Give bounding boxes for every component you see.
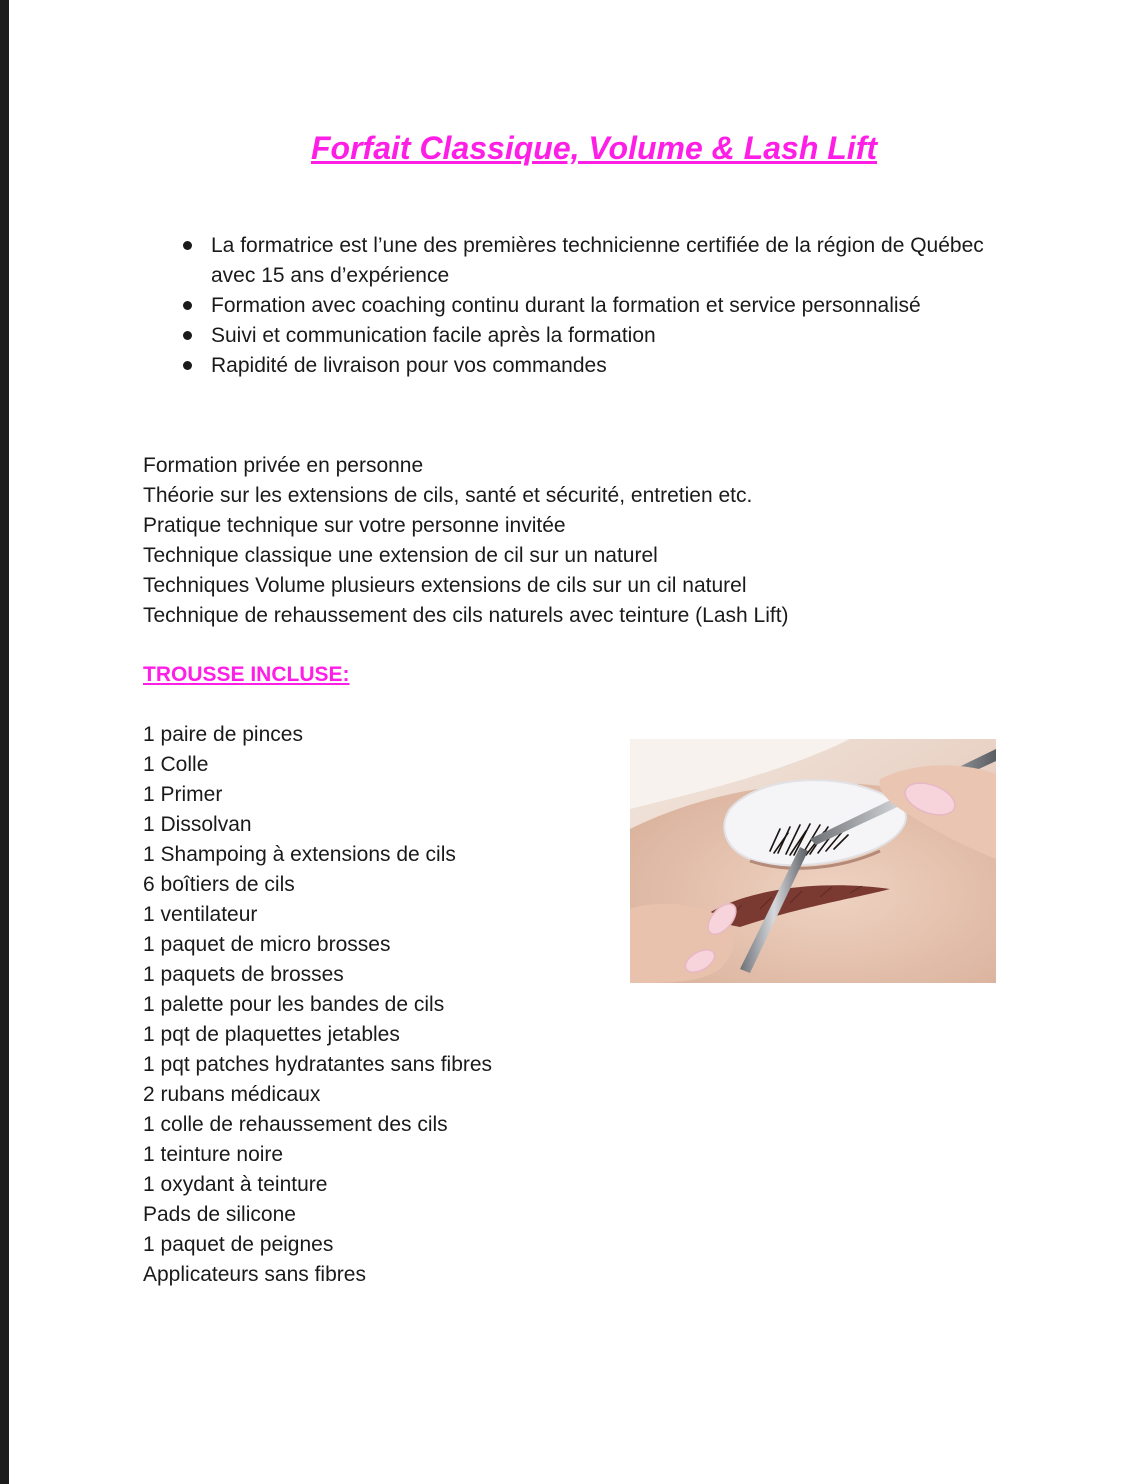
- kit-item: 1 pqt de plaquettes jetables: [143, 1023, 400, 1046]
- lash-photo-illustration: [630, 739, 996, 983]
- bullet-icon: [183, 331, 192, 340]
- kit-list: [143, 720, 492, 1290]
- kit-item: Pads de silicone: [143, 1203, 296, 1226]
- lash-extension-photo: [630, 739, 996, 983]
- kit-item: 1 ventilateur: [143, 903, 258, 926]
- kit-item: 1 paire de pinces: [143, 723, 303, 746]
- training-line: Formation privée en personne: [143, 454, 424, 477]
- kit-item: 1 Primer: [143, 783, 223, 806]
- bullet-icon: [183, 301, 192, 310]
- kit-item: 1 teinture noire: [143, 1143, 284, 1166]
- training-line: Théorie sur les extensions de cils, santé et sécurité, entretien etc.: [143, 484, 753, 507]
- kit-item: 1 paquets de brosses: [143, 963, 344, 986]
- kit-item: 1 Dissolvan: [143, 813, 252, 836]
- kit-item: 1 paquet de peignes: [143, 1233, 334, 1256]
- benefits-list: [183, 231, 1003, 381]
- kit-item: 1 palette pour les bandes de cils: [143, 993, 445, 1016]
- kit-item: 2 rubans médicaux: [143, 1083, 321, 1106]
- training-details: [143, 451, 789, 631]
- kit-item: 1 colle de rehaussement des cils: [143, 1113, 448, 1136]
- kit-item: 1 paquet de micro brosses: [143, 933, 391, 956]
- kit-item: 6 boîtiers de cils: [143, 873, 295, 896]
- kit-item: 1 Colle: [143, 753, 209, 776]
- kit-item: 1 pqt patches hydratantes sans fibres: [143, 1053, 493, 1076]
- kit-heading: TROUSSE INCLUSE:: [143, 663, 350, 686]
- kit-item: 1 Shampoing à extensions de cils: [143, 843, 456, 866]
- training-line: Technique de rehaussement des cils naturels avec teinture (Lash Lift): [143, 604, 789, 627]
- benefit-item: Formation avec coaching continu durant la formation et service personnalisé: [183, 291, 1003, 321]
- benefit-item: Rapidité de livraison pour vos commandes: [183, 351, 1003, 381]
- bullet-icon: [183, 361, 192, 370]
- kit-item: Applicateurs sans fibres: [143, 1263, 366, 1286]
- bullet-icon: [183, 241, 192, 250]
- training-line: Technique classique une extension de cil sur un naturel: [143, 544, 658, 567]
- benefit-item: La formatrice est l’une des premières technicienne certifiée de la région de Québec avec 15 ans d’expérience: [183, 231, 1003, 291]
- left-edge-bar: [0, 0, 9, 1484]
- kit-item: 1 oxydant à teinture: [143, 1173, 328, 1196]
- training-line: Pratique technique sur votre personne invitée: [143, 514, 566, 537]
- document-page: [9, 0, 1142, 1484]
- page-title: Forfait Classique, Volume & Lash Lift: [311, 130, 877, 166]
- benefit-item: Suivi et communication facile après la formation: [183, 321, 1003, 351]
- training-line: Techniques Volume plusieurs extensions de cils sur un cil naturel: [143, 574, 747, 597]
